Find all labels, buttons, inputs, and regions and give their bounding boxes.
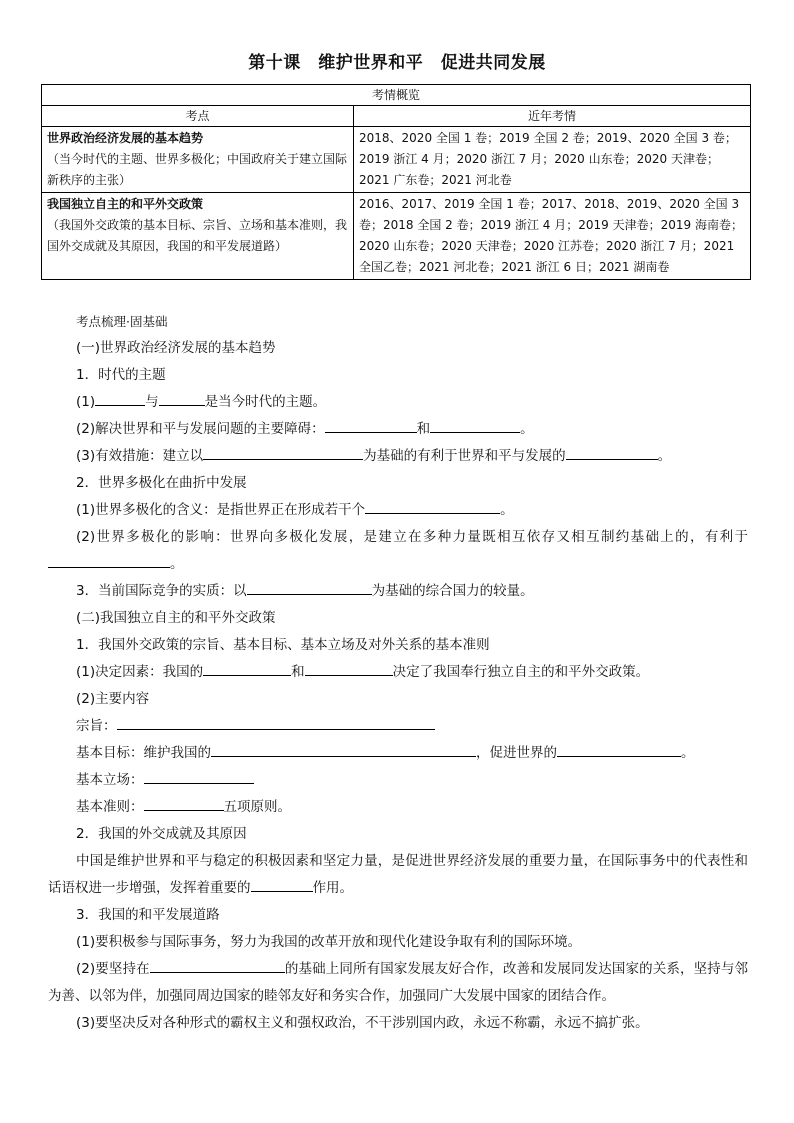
paragraph: (2)世界多极化的影响：世界向多极化发展，是建立在多种力量既相互依存又相互制约基础上的，有利于。	[48, 524, 748, 578]
fill-blank[interactable]	[203, 444, 363, 460]
fill-blank[interactable]	[211, 741, 476, 757]
page-title: 第十课 维护世界和平 促进共同发展	[248, 53, 546, 73]
fill-blank[interactable]	[117, 714, 435, 730]
recent-exams-cell: 2016、2017、2019 全国 1 卷；2017、2018、2019、2020 全国 3 卷；2018 全国 2 卷；2019 浙江 4 月；2019 天津卷；2019 海南卷；2020 山东卷；2020 天津卷；2020 江苏卷；2020 浙江 7 月；2021 全国乙卷；2021 河北卷；2021 浙江 6 日；2021 湖南卷	[354, 193, 751, 280]
topic-detail: （我国外交政策的基本目标、宗旨、立场和基本准则，我国外交成就及其原因，我国的和平发展道路）	[47, 218, 348, 253]
topic-cell	[42, 193, 354, 280]
fill-blank[interactable]	[159, 390, 205, 406]
paragraph: (3)要坚决反对各种形式的霸权主义和强权政治，不干涉别国内政，永远不称霸，永远不搞扩张。	[76, 1015, 649, 1031]
fill-line: (2)解决世界和平与发展问题的主要障碍： 和 。	[48, 416, 748, 443]
section-title-1: (一)世界政治经济发展的基本趋势	[76, 340, 276, 356]
fill-line: (1)世界多极化的含义：是指世界正在形成若干个 。	[48, 497, 748, 524]
paragraph: 中国是维护世界和平与稳定的积极因素和坚定力量，是促进世界经济发展的重要力量，在国际事务中的代表性和话语权进一步增强，发挥着重要的 作用。	[48, 853, 748, 896]
subsection-item: (2)主要内容	[76, 691, 150, 707]
fill-line: (1) 与 是当今时代的主题。	[48, 389, 748, 416]
fill-blank[interactable]	[247, 579, 372, 595]
fill-blank[interactable]	[144, 795, 224, 811]
topic-detail: （当今时代的主题、世界多极化；中国政府关于建立国际新秩序的主张）	[47, 152, 348, 187]
paragraph: (1)要积极参与国际事务，努力为我国的改革开放和现代化建设争取有利的国际环境。	[76, 934, 582, 950]
table-caption: 考情概览	[42, 85, 751, 106]
subsection-title: 3．我国的和平发展道路	[76, 907, 220, 923]
section-title-2: (二)我国独立自主的和平外交政策	[76, 610, 276, 626]
fill-line: 基本准则： 五项原则。	[48, 794, 748, 821]
subsection-title: 2．世界多极化在曲折中发展	[76, 475, 247, 491]
fill-line: 基本目标：维护我国的 ，促进世界的 。	[48, 740, 748, 767]
topic-cell	[42, 127, 354, 193]
recent-exams-cell: 2018、2020 全国 1 卷；2019 全国 2 卷；2019、2020 全国 3 卷；2019 浙江 4 月；2020 浙江 7 月；2020 山东卷；2020 天津卷；2021 广东卷；2021 河北卷	[354, 127, 751, 193]
fill-blank[interactable]	[150, 957, 285, 973]
topic-title: 我国独立自主的和平外交政策	[47, 197, 204, 211]
exam-overview-table	[41, 84, 751, 280]
fill-blank[interactable]	[557, 741, 681, 757]
fill-line: 基本立场：	[48, 767, 748, 794]
table-row	[42, 127, 751, 193]
section-heading: 考点梳理·固基础	[76, 314, 168, 329]
fill-blank[interactable]	[325, 417, 417, 433]
fill-blank[interactable]	[305, 660, 393, 676]
fill-blank[interactable]	[48, 552, 170, 568]
fill-blank[interactable]	[144, 768, 254, 784]
paragraph: (2)要坚持在 的基础上同所有国家发展友好合作，改善和发展同发达国家的关系，坚持与邻为善、以邻为伴，加强同周边国家的睦邻友好和务实合作，加强同广大发展中国家的团结合作。	[48, 956, 748, 1010]
fill-line: (1)决定因素：我国的 和 决定了我国奉行独立自主的和平外交政策。	[48, 659, 748, 686]
column-header-topic: 考点	[42, 106, 354, 127]
subsection-title: 1．时代的主题	[76, 367, 166, 383]
fill-blank[interactable]	[203, 660, 291, 676]
topic-title: 世界政治经济发展的基本趋势	[47, 131, 204, 145]
column-header-recent: 近年考情	[354, 106, 751, 127]
fill-blank[interactable]	[566, 444, 658, 460]
fill-blank[interactable]	[430, 417, 520, 433]
fill-line: (3)有效措施：建立以 为基础的有利于世界和平与发展的 。	[48, 443, 748, 470]
review-content	[48, 308, 748, 1037]
fill-line: 宗旨：	[48, 713, 748, 740]
fill-blank[interactable]	[95, 390, 145, 406]
subsection-title: 1．我国外交政策的宗旨、基本目标、基本立场及对外关系的基本准则	[76, 637, 490, 653]
subsection-title: 2．我国的外交成就及其原因	[76, 826, 247, 842]
table-row	[42, 193, 751, 280]
fill-blank[interactable]	[365, 498, 500, 514]
fill-line: 3．当前国际竞争的实质：以 为基础的综合国力的较量。	[48, 578, 748, 605]
fill-blank[interactable]	[251, 876, 313, 892]
